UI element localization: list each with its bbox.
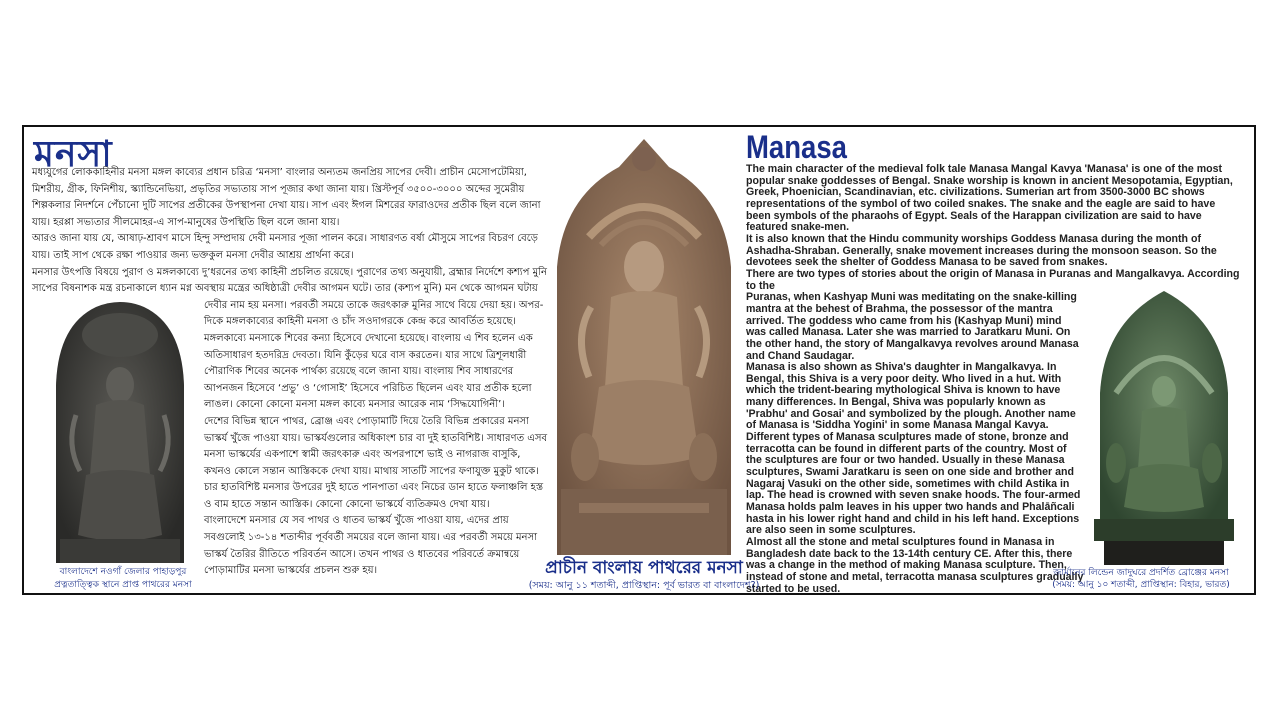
english-paragraph: There are two types of stories about the origin of Manasa in Puranas and Mangalkavya. According to the bbox=[746, 267, 1240, 292]
english-paragraph: Puranas, when Kashyap Muni was meditating on the snake-killing mantra at the behest of Brahma, the possessor of the mantra arrived. The goddess who came from his (Kashyap Muni) mind was called Manasa. Later she was married to Jaratkaru Muni. On the other hand, the story of Mangalkavya revolves around Manasa and Chand Saudagar. bbox=[746, 291, 1079, 362]
bengali-paragraph: দেশের বিভিন্ন স্থানে পাথর, ব্রোঞ্জ এবং পোড়ামাটি দিয়ে তৈরি বিভিন্ন প্রকারের মনসা ভাস্কর্য খুঁজে পাওয়া যায়। ভাস্কর্যগুলোর অধিকাংশ চার বা দুই হাতবিশিষ্ট। সাধারণত এসব মনসা ভাস্কর্যের একপাশে স্বামী জরৎকারু এবং অপরপাশে ভাই ও নাগরাজ বাসুকি, কখনও কোলে সন্তান আস্তিককে দেখা যায়। মাথায় সাতটি সাপের ফণাযুক্ত মুকুট থাকে। চার হাতবিশিষ্ট মনসার উপরের দুই হাতে পানপাতা এবং নিচের ডান হাতে ফলাঞ্চলি হস্ত ও বাম হাতে সন্তান আস্তিক। কোনো কোনো ভাস্কর্যে ব্যতিক্রমও দেখা যায়। bbox=[204, 415, 548, 510]
english-title: Manasa bbox=[746, 129, 847, 165]
exhibit-panel bbox=[22, 125, 1256, 595]
english-paragraph: The main character of the medieval folk tale Manasa Mangal Kavya 'Manasa' is one of the most popular snake goddesses of Bengal. Snake worship is known in ancient Mesopotamia, Egyptian, Greek, Phoenician, Scandinavian, etc. civilizations. Sumerian art from 3500-3000 BC shows representations of the symbol of two coiled snakes. The snake and the eagle are said to have been symbols of the pharaohs of Egypt. Seals of the Harappan civilization are said to have featured snake-men. bbox=[746, 163, 1233, 234]
caption-line: বাংলাদেশে নওগাঁ জেলার পাহাড়পুর bbox=[59, 567, 187, 577]
bengali-paragraph: মঙ্গলকাব্যে মনসাকে শিবের কন্যা হিসেবে দেখানো হয়েছে। বাংলায় এ শিব হলেন এক অতিসাধারণ হতদরিদ্র দেবতা। যিনি কুঁড়ের ঘরে বাস করতেন। যার সাথে ত্রিশূলধারী পৌরাণিক শিবের অনেক পার্থক্য রয়েছে বলে জানা যায়। বাংলায় শিব সাধারণের আপনজন হিসেবে ‘প্রভু’ ও ‘গোসাই’ হিসেবে পরিচিত ছিলেন এবং যার প্রতীক হলো লাঙল। কোনো কোনো মনসা মঙ্গল কাব্যে মনসার আরেক নাম ‘সিদ্ধযোগিনী’। bbox=[204, 332, 533, 411]
english-paragraph: It is also known that the Hindu community worships Goddess Manasa during the month of Ashadha-Shraban. Generally, snake movement increases during the monsoon season. So the devotees seek the shelter of Goddess Manasa to be saved from snakes. bbox=[746, 232, 1217, 269]
caption-line: (সময়: আনু ১০ শতাব্দী, প্রাপ্তিস্থান: বিহার, ভারত) bbox=[1052, 580, 1230, 590]
bronze-manasa-photo-right bbox=[1086, 283, 1242, 565]
english-paragraph: Different types of Manasa sculptures made of stone, bronze and terracotta can be found in different parts of the country. Most of the sculptures are four or two handed. Usually in these Manasa sculptures, Swami Jaratkaru is seen on one side and brother and Nagaraj Vasuki on the other side, sometimes with child Astika in lap. The head is crowned with seven snake hoods. The four-armed Manasa holds palm leaves in his upper two hands and Phalāñcali hasta in his lower right hand and child in his left hand. Exceptions are also seen in some sculptures. bbox=[746, 431, 1081, 537]
center-caption-subtitle: (সময়: আনু ১১ শতাব্দী, প্রাপ্তিস্থান: পূর্ব ভারত বা বাংলাদেশ?) bbox=[528, 580, 760, 591]
caption-line: প্রত্নতাত্ত্বিক স্থানে প্রাপ্ত পাথরের মনসা bbox=[54, 580, 192, 590]
stone-manasa-photo-center bbox=[549, 137, 739, 555]
bengali-paragraph: মধ্যযুগের লোককাহিনীর মনসা মঙ্গল কাব্যের প্রধান চরিত্র ‘মনসা’ বাংলার অন্যতম জনপ্রিয় সাপের দেবী। প্রাচীন মেসোপটেমিয়া, মিশরীয়, গ্রীক, ফিনিশীয়, স্ক্যান্ডিনেভিয়া, প্রভৃতির সভ্যতায় সাপ পূজার কথা জানা যায়। খ্রিস্টপূর্ব ৩৫০০-৩০০০ অব্দের সুমেরীয় শিল্পকলার নিদর্শনে পেঁচানো দুটি সাপের প্রতীকের উপস্থাপনা দেখা যায়। সাপ এবং ঈগল মিশরের ফারাওদের প্রতীক ছিল বলে জানা যায়। হরপ্পা সভ্যতার সীলমোহর-এ সাপ-মানুষের উপস্থিতি ছিল বলে জানা যায়। bbox=[32, 167, 541, 228]
center-photo-caption bbox=[494, 558, 794, 592]
right-photo-caption bbox=[1028, 567, 1254, 591]
english-paragraph: Manasa is also shown as Shiva's daughter in Mangalkavya. In Bengal, this Shiva is a very poor deity. Who lived in a hut. With which the trident-bearing mythological Shiva is known to have many differences. In Bengal, Shiva was popularly known as 'Prabhu' and Gosai' and symbolized by the plough. Another name of Manasa is 'Siddha Yogini' in some Manasa Mangal Kavya. bbox=[746, 361, 1076, 432]
bengali-paragraph: আরও জানা যায় যে, আষাঢ়-শ্রাবণ মাসে হিন্দু সম্প্রদায় দেবী মনসার পূজা পালন করে। সাধারণত বর্ষা মৌসুমে সাপের বিচরণ বেড়ে যায়। তাই সাপ থেকে রক্ষা পাওয়ার জন্য ভক্তকুল মনসা দেবীর আশ্রয় প্রার্থনা করে। bbox=[32, 233, 538, 261]
bengali-paragraph: মনসার উৎপত্তি বিষয়ে পুরাণ ও মঙ্গলকাব্যে দু’ধরনের তথ্য কাহিনী প্রচলিত রয়েছে। পুরাণের তথ্য অনুযায়ী, ব্রহ্মার নির্দেশে কশ্যপ মুনি সাপের বিষনাশক মন্ত্র রচনাকালে ধ্যান মগ্ন অবস্থায় মন্ত্রের অধিষ্ঠাত্রী দেবীর আগমন ঘটে। তার (কশ্যপ মুনি) মন থেকে আগমন ঘটায় bbox=[32, 266, 547, 295]
bengali-paragraph: দেবীর নাম হয় মনসা। পরবর্তী সময়ে তাকে জরৎকারু মুনির সাথে বিয়ে দেয়া হয়। অপর-দিকে মঙ্গলকাব্যের কাহিনী মনসা ও চাঁদ সওদাগরকে কেন্দ্র করে আবর্তিত হয়েছে। bbox=[204, 299, 544, 328]
bengali-paragraph: বাংলাদেশে মনসার যে সব পাথর ও ধাতব ভাস্কর্য খুঁজে পাওয়া যায়, এদের প্রায় সবগুলোই ১৩-১৪ শতাব্দীর পূর্ববর্তী সময়ের বলে জানা যায়। এর পরবর্তী সময়ে মনসা ভাস্কর্য তৈরির রীতিতে পরিবর্তন আসে। তখন পাথর ও ধাতবের পরিবর্তে ক্রমান্বয়ে পোড়ামাটির মনসা ভাস্কর্যের প্রচলন শুরু হয়। bbox=[204, 515, 538, 577]
english-paragraph: Almost all the stone and metal sculptures found in Manasa in Bangladesh date back to the 13-14th century CE. After this, there was a change in the method of making Manasa sculpture. Then, instead of stone and metal, terracotta manasa sculptures gradually started to be used. bbox=[746, 536, 1084, 595]
caption-line: জার্মানের লিন্ডেন জাদুঘরে প্রদর্শিত ব্রোঞ্জের মনসা bbox=[1053, 568, 1229, 578]
center-caption-title: প্রাচীন বাংলায় পাথরের মনসা bbox=[545, 558, 743, 578]
left-photo-caption bbox=[38, 566, 208, 592]
bengali-title: মনসা bbox=[34, 133, 113, 175]
stone-manasa-photo-left bbox=[46, 295, 194, 563]
